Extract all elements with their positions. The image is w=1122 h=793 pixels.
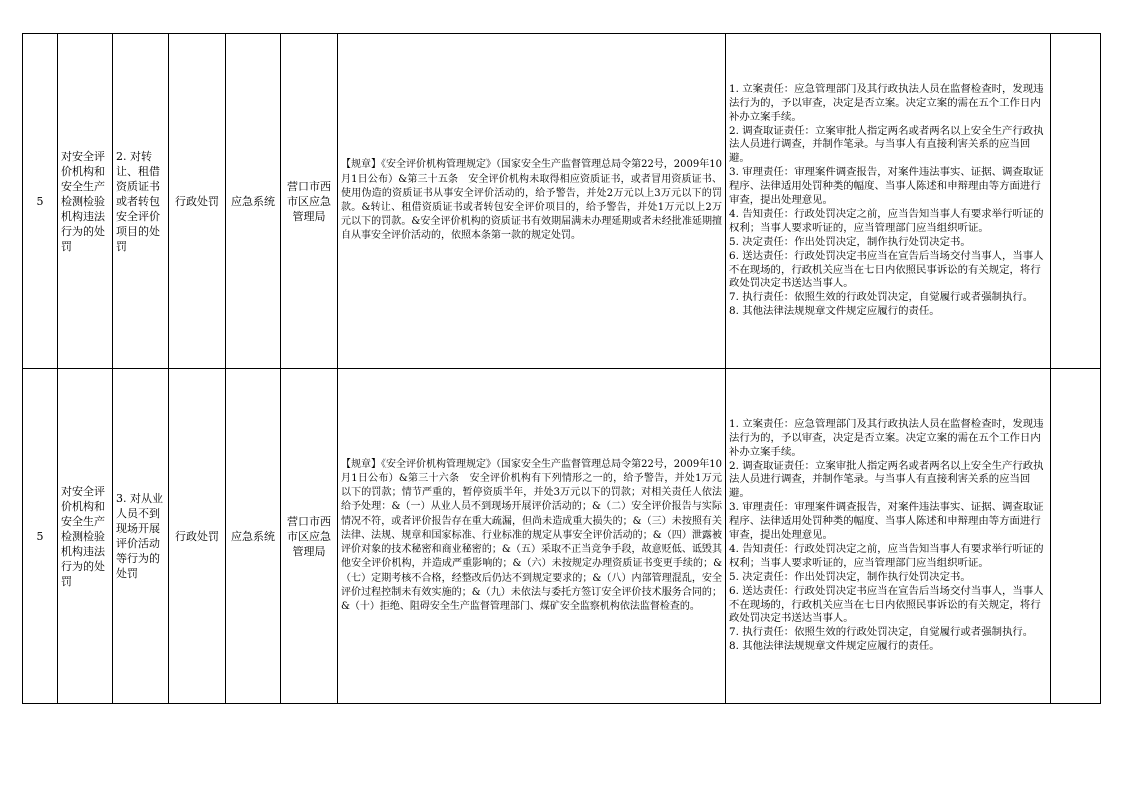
- table-row: [23, 34, 1101, 369]
- power-type: 行政处罚: [169, 34, 226, 369]
- department: 营口市西市区应急管理局: [281, 369, 338, 704]
- responsibility-list: [726, 34, 1051, 369]
- responsibility-item: 5. 决定责任：作出处罚决定，制作执行处罚决定书。: [729, 235, 971, 248]
- system-name: 应急系统: [226, 369, 281, 704]
- row-number: 5: [23, 369, 58, 704]
- department: 营口市西市区应急管理局: [281, 34, 338, 369]
- responsibility-item: 8. 其他法律法规规章文件规定应履行的责任。: [729, 640, 940, 653]
- power-list-table: [22, 33, 1101, 704]
- power-item: 2. 对转让、租借资质证书或者转包安全评价项目的处罚: [113, 34, 169, 369]
- power-category: 对安全评价机构和安全生产检测检验机构违法行为的处罚: [58, 369, 113, 704]
- responsibility-item: 4. 告知责任：行政处罚决定之前，应当告知当事人有要求举行听证的权利；当事人要求听证的，应当管理部门应当组织听证。: [729, 207, 1044, 234]
- remark: [1051, 369, 1101, 704]
- responsibility-item: 2. 调查取证责任：立案审批人指定两名或者两名以上安全生产行政执法人员进行调查，并制作笔录。与当事人有直接利害关系的应当回避。: [729, 124, 1044, 165]
- responsibility-item: 8. 其他法律法规规章文件规定应履行的责任。: [729, 305, 940, 318]
- remark: [1051, 34, 1101, 369]
- power-item: 3. 对从业人员不到现场开展评价活动等行为的处罚: [113, 369, 169, 704]
- table-row: [23, 369, 1101, 704]
- responsibility-item: 4. 告知责任：行政处罚决定之前，应当告知当事人有要求举行听证的权利；当事人要求听证的，应当管理部门应当组织听证。: [729, 542, 1044, 569]
- responsibility-item: 1. 立案责任：应急管理部门及其行政执法人员在监督检查时，发现违法行为的，予以审查，决定是否立案。决定立案的需在五个工作日内补办立案手续。: [729, 417, 1044, 458]
- responsibility-item: 1. 立案责任：应急管理部门及其行政执法人员在监督检查时，发现违法行为的，予以审查，决定是否立案。决定立案的需在五个工作日内补办立案手续。: [729, 82, 1044, 123]
- legal-basis: 【规章】《安全评价机构管理规定》（国家安全生产监督管理总局令第22号，2009年10月1日公布）&第三十六条 安全评价机构有下列情形之一的，给予警告，并处1万元以下的罚款；情节严重的，暂停资质半年，并处3万元以下的罚款；对相关责任人依法给予处理：&（一）从业人员不到现场开展评价活动的；&（二）安全评价报告与实际情况不符，或者评价报告存在重大疏漏，但尚未造成重大损失的；&（三）未按照有关法律、法规、规章和国家标准、行业标准的规定从事安全评价活动的；&（四）泄露被评价对象的技术秘密和商业秘密的；&（五）采取不正当竞争手段，故意贬低、诋毁其他安全评价机构，并造成严重影响的；&（六）未按规定办理资质证书变更手续的；&（七）定期考核不合格，经整改后仍达不到规定要求的；&（八）内部管理混乱，安全评价过程控制未有效实施的；&（九）未依法与委托方签订安全评价技术服务合同的；&（十）拒绝、阻碍安全生产监督管理部门、煤矿安全监察机构依法监督检查的。: [338, 369, 726, 704]
- responsibility-item: 6. 送达责任：行政处罚决定书应当在宣告后当场交付当事人，当事人不在现场的，行政机关应当在七日内依照民事诉讼的有关规定，将行政处罚决定书送达当事人。: [729, 249, 1044, 290]
- power-type: 行政处罚: [169, 369, 226, 704]
- responsibility-item: 3. 审理责任：审理案件调查报告，对案件违法事实、证据、调查取证程序、法律适用处罚种类的幅度、当事人陈述和申辩理由等方面进行审查，提出处理意见。: [729, 166, 1044, 207]
- responsibility-item: 7. 执行责任：依照生效的行政处罚决定，自觉履行或者强制执行。: [729, 291, 1034, 304]
- responsibility-list: [726, 369, 1051, 704]
- legal-basis: 【规章】《安全评价机构管理规定》（国家安全生产监督管理总局令第22号，2009年10月1日公布）&第三十五条 安全评价机构未取得相应资质证书，或者冒用资质证书、使用伪造的资质证书从事安全评价活动的，给予警告，并处2万元以上3万元以下的罚款。&转让、租借资质证书或者转包安全评价项目的，给予警告，并处1万元以上2万元以下的罚款。&安全评价机构的资质证书有效期届满未办理延期或者未经批准延期擅自从事安全评价活动的，依照本条第一款的规定处罚。: [338, 34, 726, 369]
- responsibility-item: 7. 执行责任：依照生效的行政处罚决定，自觉履行或者强制执行。: [729, 626, 1034, 639]
- responsibility-item: 6. 送达责任：行政处罚决定书应当在宣告后当场交付当事人，当事人不在现场的，行政机关应当在七日内依照民事诉讼的有关规定，将行政处罚决定书送达当事人。: [729, 584, 1044, 625]
- responsibility-item: 3. 审理责任：审理案件调查报告，对案件违法事实、证据、调查取证程序、法律适用处罚种类的幅度、当事人陈述和申辩理由等方面进行审查，提出处理意见。: [729, 501, 1044, 542]
- power-category: 对安全评价机构和安全生产检测检验机构违法行为的处罚: [58, 34, 113, 369]
- responsibility-item: 5. 决定责任：作出处罚决定，制作执行处罚决定书。: [729, 570, 971, 583]
- responsibility-item: 2. 调查取证责任：立案审批人指定两名或者两名以上安全生产行政执法人员进行调查，并制作笔录。与当事人有直接利害关系的应当回避。: [729, 459, 1044, 500]
- system-name: 应急系统: [226, 34, 281, 369]
- row-number: 5: [23, 34, 58, 369]
